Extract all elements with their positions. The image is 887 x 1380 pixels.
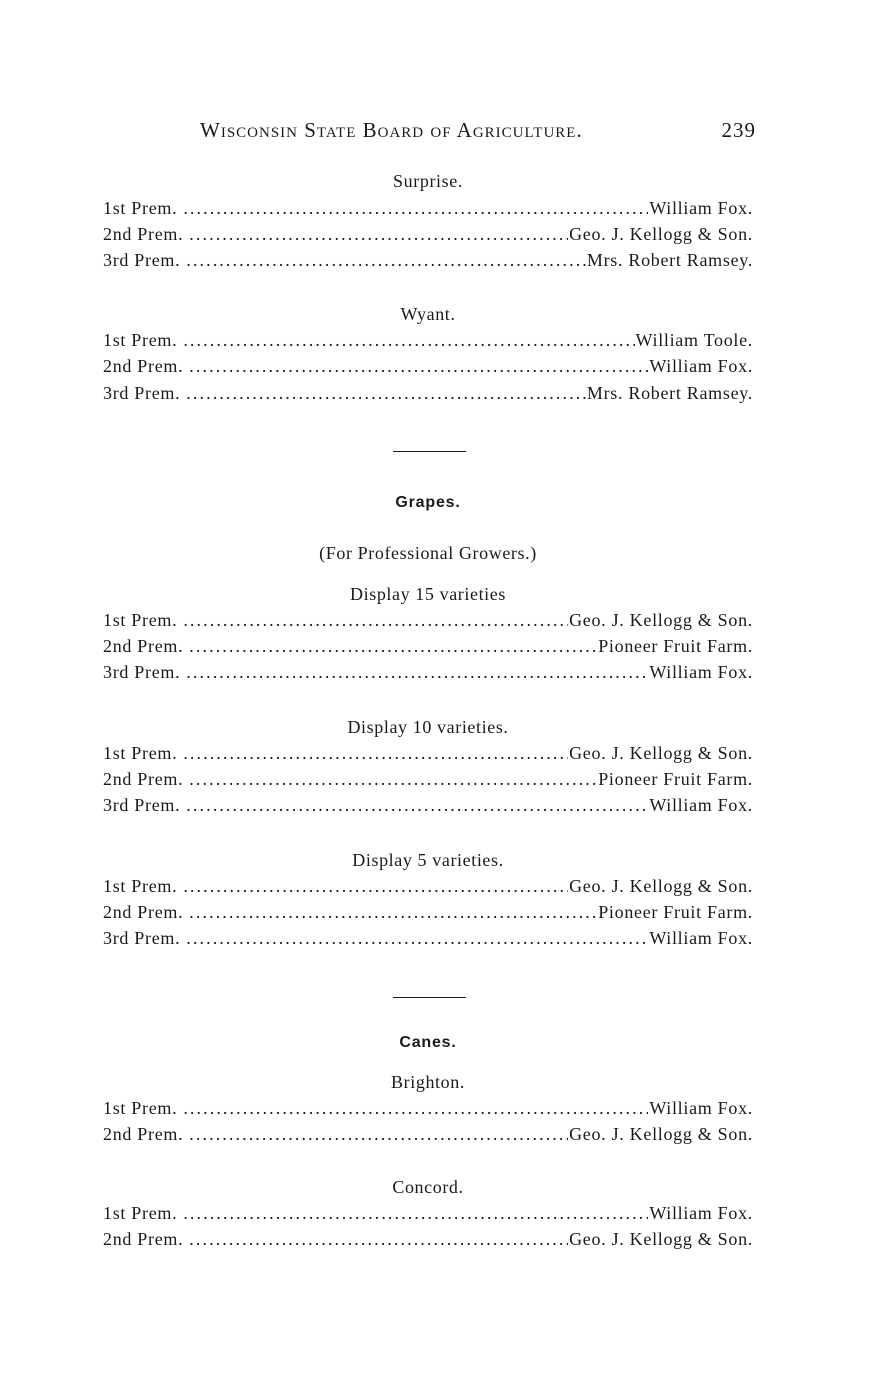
winner-name: Geo. J. Kellogg & Son. [569, 1124, 753, 1144]
dot-leader [180, 928, 648, 949]
award-row [103, 795, 753, 819]
award-row [103, 1098, 753, 1122]
winner-name: William Toole. [635, 330, 753, 350]
dot-leader [177, 330, 634, 351]
winner-name: William Fox. [649, 356, 753, 376]
winner-name: Geo. J. Kellogg & Son. [569, 876, 753, 896]
award-row [103, 250, 753, 274]
section-divider [393, 997, 466, 998]
dot-leader [180, 795, 648, 816]
dot-leader [177, 1203, 648, 1224]
award-row [103, 1229, 753, 1253]
winner-name: Geo. J. Kellogg & Son. [569, 224, 753, 244]
premium-label: 3rd Prem. [103, 250, 181, 270]
premium-label: 2nd Prem. [103, 224, 184, 244]
premium-label: 3rd Prem. [103, 795, 181, 815]
award-row [103, 356, 753, 380]
premium-label: 2nd Prem. [103, 636, 184, 656]
premium-label: 1st Prem. [103, 1203, 178, 1223]
section-divider [393, 451, 466, 452]
premium-label: 1st Prem. [103, 330, 178, 350]
dot-leader [183, 356, 648, 377]
winner-name: William Fox. [649, 1203, 753, 1223]
dot-leader [180, 383, 586, 404]
premium-label: 3rd Prem. [103, 383, 181, 403]
award-row [103, 383, 753, 407]
display-heading-5: Display 5 varieties. [352, 850, 504, 870]
premium-label: 2nd Prem. [103, 769, 184, 789]
premium-label: 2nd Prem. [103, 1229, 184, 1249]
running-head [200, 118, 756, 146]
award-row [103, 198, 753, 222]
winner-name: Pioneer Fruit Farm. [598, 769, 753, 789]
variety-heading-brighton: Brighton. [391, 1072, 465, 1092]
award-row [103, 1203, 753, 1227]
section-heading-surprise: Surprise. [393, 171, 463, 191]
dot-leader [183, 769, 597, 790]
winner-name: Geo. J. Kellogg & Son. [569, 1229, 753, 1249]
display-heading-15: Display 15 varieties [350, 584, 506, 604]
winner-name: William Fox. [649, 928, 753, 948]
winner-name: William Fox. [649, 662, 753, 682]
winner-name: Mrs. Robert Ramsey. [586, 383, 753, 403]
award-row [103, 636, 753, 660]
award-row [103, 902, 753, 926]
winner-name: Mrs. Robert Ramsey. [586, 250, 753, 270]
dot-leader [183, 224, 568, 245]
award-row [103, 662, 753, 686]
premium-label: 1st Prem. [103, 1098, 178, 1118]
dot-leader [177, 876, 568, 897]
winner-name: William Fox. [649, 198, 753, 218]
premium-label: 1st Prem. [103, 743, 178, 763]
dot-leader [183, 1229, 568, 1250]
award-row [103, 330, 753, 354]
award-row [103, 928, 753, 952]
dot-leader [183, 636, 597, 657]
category-heading-canes: Canes. [399, 1034, 457, 1051]
winner-name: Pioneer Fruit Farm. [598, 636, 753, 656]
premium-label: 1st Prem. [103, 198, 178, 218]
category-heading-grapes: Grapes. [395, 494, 461, 511]
dot-leader [177, 743, 568, 764]
award-row [103, 1124, 753, 1148]
variety-heading-concord: Concord. [392, 1177, 464, 1197]
winner-name: Geo. J. Kellogg & Son. [569, 610, 753, 630]
dot-leader [180, 662, 648, 683]
section-heading-wyant: Wyant. [400, 304, 456, 324]
running-title: Wisconsin State Board of Agriculture. [200, 118, 583, 142]
premium-label: 2nd Prem. [103, 902, 184, 922]
award-row [103, 769, 753, 793]
display-heading-10: Display 10 varieties. [347, 717, 509, 737]
page-number: 239 [721, 118, 756, 142]
category-subtitle: (For Professional Growers.) [319, 543, 537, 563]
dot-leader [177, 1098, 648, 1119]
premium-label: 2nd Prem. [103, 1124, 184, 1144]
dot-leader [177, 610, 568, 631]
premium-label: 1st Prem. [103, 876, 178, 896]
dot-leader [183, 902, 597, 923]
premium-label: 3rd Prem. [103, 662, 181, 682]
award-row [103, 743, 753, 767]
award-row [103, 610, 753, 634]
dot-leader [183, 1124, 568, 1145]
award-row [103, 876, 753, 900]
dot-leader [180, 250, 586, 271]
winner-name: Geo. J. Kellogg & Son. [569, 743, 753, 763]
dot-leader [177, 198, 648, 219]
winner-name: William Fox. [649, 795, 753, 815]
award-row [103, 224, 753, 248]
premium-label: 1st Prem. [103, 610, 178, 630]
winner-name: William Fox. [649, 1098, 753, 1118]
premium-label: 2nd Prem. [103, 356, 184, 376]
premium-label: 3rd Prem. [103, 928, 181, 948]
winner-name: Pioneer Fruit Farm. [598, 902, 753, 922]
